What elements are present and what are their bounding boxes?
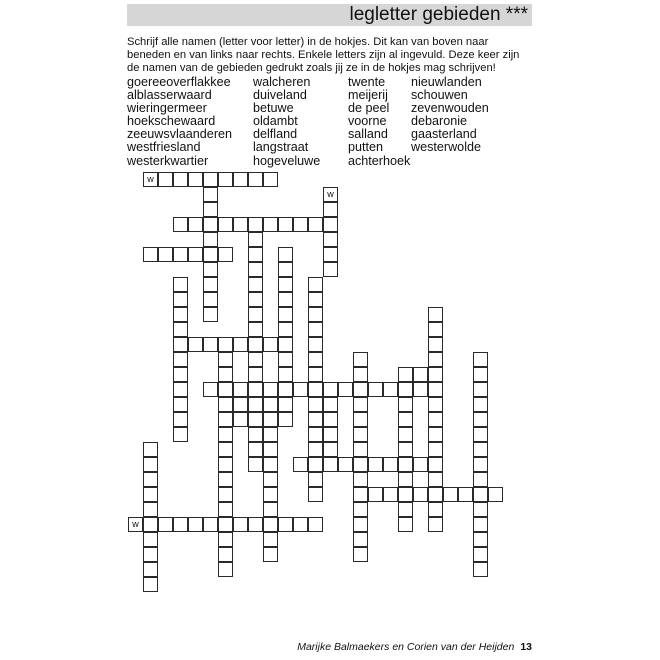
grid-cell[interactable] [203, 262, 218, 277]
grid-cell[interactable] [248, 442, 263, 457]
grid-cell[interactable] [218, 502, 233, 517]
grid-cell[interactable] [203, 277, 218, 292]
grid-cell[interactable] [143, 457, 158, 472]
grid-cell[interactable] [173, 292, 188, 307]
grid-cell[interactable] [428, 487, 443, 502]
word-item: meijerij [348, 88, 388, 103]
grid-cell[interactable] [173, 277, 188, 292]
word-item: walcheren [253, 75, 311, 89]
grid-cell[interactable] [218, 367, 233, 382]
page-title: legletter gebieden *** [349, 4, 528, 25]
grid-cell[interactable] [473, 382, 488, 397]
grid-cell[interactable] [248, 172, 263, 187]
grid-cell[interactable] [413, 487, 428, 502]
grid-cell[interactable] [398, 457, 413, 472]
grid-cell[interactable] [248, 232, 263, 247]
grid-cell[interactable] [278, 397, 293, 412]
grid-cell[interactable] [218, 442, 233, 457]
grid-cell[interactable] [278, 262, 293, 277]
grid-cell[interactable] [263, 412, 278, 427]
grid-cell[interactable] [428, 307, 443, 322]
grid-cell[interactable] [263, 442, 278, 457]
page-number: 13 [520, 641, 532, 653]
word-item: delfland [253, 127, 298, 142]
instructions-text: Schrijf alle namen (letter voor letter) in de hokjes. Dit kan van boven naar beneden en van links naar rechts. Enkele letters zijn al ingevuld. Deze keer zijn de namen van de gebieden gedrukt zoals jij ze in de hokjes mag schrijven! [127, 36, 520, 74]
grid-cell[interactable] [173, 337, 188, 352]
grid-cell[interactable] [323, 427, 338, 442]
word-list [127, 76, 532, 171]
grid-cell[interactable] [263, 172, 278, 187]
grid-cell[interactable] [263, 517, 278, 532]
grid-cell[interactable] [428, 517, 443, 532]
grid-cell[interactable] [278, 247, 293, 262]
grid-cell[interactable] [308, 517, 323, 532]
grid-cell[interactable] [473, 427, 488, 442]
given-letter-cell[interactable]: w [323, 187, 338, 202]
grid-cell[interactable] [473, 367, 488, 382]
grid-cell[interactable] [398, 442, 413, 457]
grid-cell[interactable] [278, 337, 293, 352]
grid-cell[interactable] [263, 397, 278, 412]
word-item: goereeoverflakkee [127, 75, 231, 89]
grid-cell[interactable] [203, 217, 218, 232]
grid-cell[interactable] [323, 397, 338, 412]
grid-cell[interactable] [158, 172, 173, 187]
grid-cell[interactable] [323, 382, 338, 397]
grid-cell[interactable] [218, 517, 233, 532]
grid-cell[interactable] [278, 307, 293, 322]
grid-cell[interactable] [143, 442, 158, 457]
grid-cell[interactable] [173, 517, 188, 532]
word-item: wieringermeer [127, 101, 207, 116]
grid-cell[interactable] [473, 397, 488, 412]
grid-cell[interactable] [308, 397, 323, 412]
grid-cell[interactable] [293, 217, 308, 232]
grid-cell[interactable] [143, 532, 158, 547]
grid-cell[interactable] [143, 472, 158, 487]
grid-cell[interactable] [473, 547, 488, 562]
grid-cell[interactable] [173, 217, 188, 232]
grid-cell[interactable] [473, 457, 488, 472]
title-bar [127, 4, 532, 26]
grid-cell[interactable] [248, 247, 263, 262]
grid-cell[interactable] [428, 352, 443, 367]
grid-cell[interactable] [308, 277, 323, 292]
grid-cell[interactable] [473, 502, 488, 517]
grid-cell[interactable] [233, 412, 248, 427]
grid-cell[interactable] [473, 442, 488, 457]
grid-cell[interactable] [218, 457, 233, 472]
grid-cell[interactable] [353, 487, 368, 502]
grid-cell[interactable] [473, 412, 488, 427]
word-item: achterhoek [348, 153, 411, 168]
grid-cell[interactable] [308, 367, 323, 382]
grid-cell[interactable] [308, 412, 323, 427]
grid-cell[interactable] [218, 412, 233, 427]
grid-cell[interactable] [218, 562, 233, 577]
grid-cell[interactable] [173, 382, 188, 397]
grid-cell[interactable] [293, 517, 308, 532]
grid-cell[interactable] [428, 502, 443, 517]
grid-cell[interactable] [398, 502, 413, 517]
grid-cell[interactable] [248, 382, 263, 397]
grid-cell[interactable] [458, 487, 473, 502]
grid-cell[interactable] [398, 517, 413, 532]
grid-cell[interactable] [248, 397, 263, 412]
grid-cell[interactable] [323, 412, 338, 427]
grid-cell[interactable] [473, 352, 488, 367]
grid-cell[interactable] [143, 502, 158, 517]
grid-cell[interactable] [398, 382, 413, 397]
grid-cell[interactable] [383, 382, 398, 397]
grid-cell[interactable] [323, 217, 338, 232]
grid-cell[interactable] [233, 337, 248, 352]
grid-cell[interactable] [218, 247, 233, 262]
grid-cell[interactable] [308, 307, 323, 322]
grid-cell[interactable] [248, 337, 263, 352]
grid-cell[interactable] [233, 382, 248, 397]
word-column-1 [127, 76, 232, 168]
grid-cell[interactable] [248, 262, 263, 277]
grid-cell[interactable] [263, 502, 278, 517]
grid-cell[interactable] [248, 277, 263, 292]
grid-cell[interactable] [413, 457, 428, 472]
word-item: voorne [348, 114, 387, 129]
grid-cell[interactable] [323, 442, 338, 457]
grid-cell[interactable] [263, 487, 278, 502]
grid-cell[interactable] [473, 472, 488, 487]
grid-cell[interactable] [233, 172, 248, 187]
grid-cell[interactable] [443, 487, 458, 502]
grid-cell[interactable] [308, 442, 323, 457]
grid-cell[interactable] [383, 457, 398, 472]
grid-cell[interactable] [323, 262, 338, 277]
grid-cell[interactable] [248, 217, 263, 232]
grid-cell[interactable] [323, 247, 338, 262]
grid-cell[interactable] [158, 517, 173, 532]
grid-cell[interactable] [353, 547, 368, 562]
grid-cell[interactable] [188, 337, 203, 352]
grid-cell[interactable] [308, 217, 323, 232]
grid-cell[interactable] [428, 442, 443, 457]
grid-cell[interactable] [398, 397, 413, 412]
grid-cell[interactable] [353, 367, 368, 382]
grid-cell[interactable] [248, 292, 263, 307]
grid-cell[interactable] [398, 427, 413, 442]
grid-cell[interactable] [203, 307, 218, 322]
grid-cell[interactable] [233, 517, 248, 532]
grid-cell[interactable] [428, 382, 443, 397]
grid-cell[interactable] [173, 172, 188, 187]
grid-cell[interactable] [353, 457, 368, 472]
word-column-4 [411, 76, 489, 155]
grid-cell[interactable] [428, 472, 443, 487]
grid-cell[interactable] [308, 427, 323, 442]
grid-cell[interactable] [353, 442, 368, 457]
grid-cell[interactable] [338, 382, 353, 397]
grid-cell[interactable] [368, 382, 383, 397]
grid-cell[interactable] [218, 397, 233, 412]
grid-cell[interactable] [398, 412, 413, 427]
word-item: schouwen [411, 88, 468, 103]
grid-cell[interactable] [143, 247, 158, 262]
grid-cell[interactable] [263, 532, 278, 547]
grid-cell[interactable] [218, 352, 233, 367]
grid-cell[interactable] [173, 247, 188, 262]
grid-cell[interactable] [473, 532, 488, 547]
grid-cell[interactable] [263, 337, 278, 352]
grid-cell[interactable] [428, 367, 443, 382]
word-item: nieuwlanden [411, 75, 482, 89]
grid-cell[interactable] [413, 382, 428, 397]
grid-cell[interactable] [413, 367, 428, 382]
word-item: de peel [348, 101, 390, 116]
grid-cell[interactable] [203, 517, 218, 532]
grid-cell[interactable] [278, 382, 293, 397]
grid-cell[interactable] [263, 547, 278, 562]
grid-cell[interactable] [248, 352, 263, 367]
grid-cell[interactable] [248, 457, 263, 472]
grid-cell[interactable] [248, 427, 263, 442]
word-item: oldambt [253, 114, 298, 129]
grid-cell[interactable] [428, 457, 443, 472]
grid-cell[interactable] [353, 352, 368, 367]
grid-cell[interactable] [143, 577, 158, 592]
grid-cell[interactable] [353, 427, 368, 442]
grid-cell[interactable] [278, 367, 293, 382]
grid-cell[interactable] [203, 382, 218, 397]
word-item: hogeveluwe [253, 153, 321, 168]
grid-cell[interactable] [173, 352, 188, 367]
grid-cell[interactable] [143, 517, 158, 532]
word-item: putten [348, 140, 384, 155]
grid-cell[interactable] [203, 232, 218, 247]
grid-cell[interactable] [308, 292, 323, 307]
grid-cell[interactable] [173, 427, 188, 442]
grid-cell[interactable] [188, 517, 203, 532]
grid-cell[interactable] [293, 457, 308, 472]
grid-cell[interactable] [233, 397, 248, 412]
word-item: debaronie [411, 114, 468, 129]
grid-cell[interactable] [203, 247, 218, 262]
grid-cell[interactable] [143, 562, 158, 577]
word-item: twente [348, 75, 386, 89]
word-column-3 [348, 76, 410, 168]
grid-cell[interactable] [278, 517, 293, 532]
grid-cell[interactable] [203, 187, 218, 202]
given-letter-cell[interactable]: w [143, 172, 158, 187]
grid-cell[interactable] [173, 307, 188, 322]
grid-cell[interactable] [323, 232, 338, 247]
grid-cell[interactable] [353, 502, 368, 517]
grid-cell[interactable] [368, 487, 383, 502]
grid-cell[interactable] [308, 457, 323, 472]
grid-cell[interactable] [143, 487, 158, 502]
grid-cell[interactable] [218, 217, 233, 232]
word-item: langstraat [253, 140, 309, 155]
grid-cell[interactable] [218, 547, 233, 562]
grid-cell[interactable] [173, 412, 188, 427]
given-letter-cell[interactable]: w [128, 517, 143, 532]
grid-cell[interactable] [263, 382, 278, 397]
grid-cell[interactable] [428, 397, 443, 412]
grid-cell[interactable] [188, 172, 203, 187]
grid-cell[interactable] [308, 382, 323, 397]
grid-cell[interactable] [353, 472, 368, 487]
grid-cell[interactable] [293, 382, 308, 397]
word-item: westfriesland [127, 140, 201, 155]
grid-cell[interactable] [308, 472, 323, 487]
grid-cell[interactable] [353, 517, 368, 532]
word-item: alblasserwaard [127, 88, 212, 103]
word-item: westerkwartier [127, 153, 209, 168]
grid-cell[interactable] [368, 457, 383, 472]
grid-cell[interactable] [428, 322, 443, 337]
grid-cell[interactable] [263, 427, 278, 442]
grid-cell[interactable] [278, 292, 293, 307]
grid-cell[interactable] [353, 532, 368, 547]
word-item: duiveland [253, 88, 307, 103]
grid-cell[interactable] [173, 322, 188, 337]
grid-cell[interactable] [323, 202, 338, 217]
grid-cell[interactable] [233, 217, 248, 232]
grid-cell[interactable] [383, 487, 398, 502]
grid-cell[interactable] [278, 217, 293, 232]
grid-cell[interactable] [203, 337, 218, 352]
word-item: zevenwouden [411, 101, 489, 116]
grid-cell[interactable] [308, 352, 323, 367]
grid-cell[interactable] [428, 427, 443, 442]
grid-cell[interactable] [248, 517, 263, 532]
grid-cell[interactable] [398, 367, 413, 382]
grid-cell[interactable] [218, 427, 233, 442]
grid-cell[interactable] [263, 217, 278, 232]
word-item: betuwe [253, 101, 294, 116]
grid-cell[interactable] [248, 307, 263, 322]
grid-cell[interactable] [488, 487, 503, 502]
grid-cell[interactable] [203, 172, 218, 187]
grid-cell[interactable] [218, 382, 233, 397]
grid-cell[interactable] [323, 457, 338, 472]
grid-cell[interactable] [353, 412, 368, 427]
grid-cell[interactable] [308, 322, 323, 337]
grid-cell[interactable] [218, 532, 233, 547]
grid-cell[interactable] [158, 247, 173, 262]
word-item: salland [348, 127, 388, 142]
grid-cell[interactable] [353, 397, 368, 412]
footer-authors: Marijke Balmaekers en Corien van der Heijden [297, 641, 515, 653]
grid-cell[interactable] [473, 517, 488, 532]
grid-cell[interactable] [188, 217, 203, 232]
grid-cell[interactable] [203, 202, 218, 217]
grid-cell[interactable] [398, 487, 413, 502]
word-item: gaasterland [411, 127, 477, 142]
grid-cell[interactable] [173, 367, 188, 382]
grid-cell[interactable] [248, 367, 263, 382]
grid-cell[interactable] [143, 547, 158, 562]
grid-cell[interactable] [218, 472, 233, 487]
grid-cell[interactable] [278, 322, 293, 337]
grid-cell[interactable] [248, 322, 263, 337]
grid-cell[interactable] [203, 292, 218, 307]
grid-cell[interactable] [263, 472, 278, 487]
grid-cell[interactable] [218, 172, 233, 187]
page-footer [297, 641, 532, 653]
grid-cell[interactable] [263, 457, 278, 472]
grid-cell[interactable] [428, 412, 443, 427]
grid-cell[interactable] [398, 472, 413, 487]
word-item: westerwolde [411, 140, 481, 155]
grid-cell[interactable] [218, 337, 233, 352]
grid-cell[interactable] [353, 382, 368, 397]
grid-cell[interactable] [308, 487, 323, 502]
word-item: zeeuwsvlaanderen [127, 127, 233, 142]
grid-cell[interactable] [173, 397, 188, 412]
grid-cell[interactable] [188, 247, 203, 262]
grid-cell[interactable] [278, 277, 293, 292]
grid-cell[interactable] [308, 337, 323, 352]
grid-cell[interactable] [428, 337, 443, 352]
grid-cell[interactable] [473, 487, 488, 502]
grid-cell[interactable] [248, 412, 263, 427]
word-column-2 [253, 76, 320, 168]
grid-cell[interactable] [338, 457, 353, 472]
grid-cell[interactable] [278, 352, 293, 367]
grid-cell[interactable] [218, 487, 233, 502]
grid-cell[interactable] [278, 412, 293, 427]
grid-cell[interactable] [473, 562, 488, 577]
word-item: hoekschewaard [127, 114, 216, 129]
